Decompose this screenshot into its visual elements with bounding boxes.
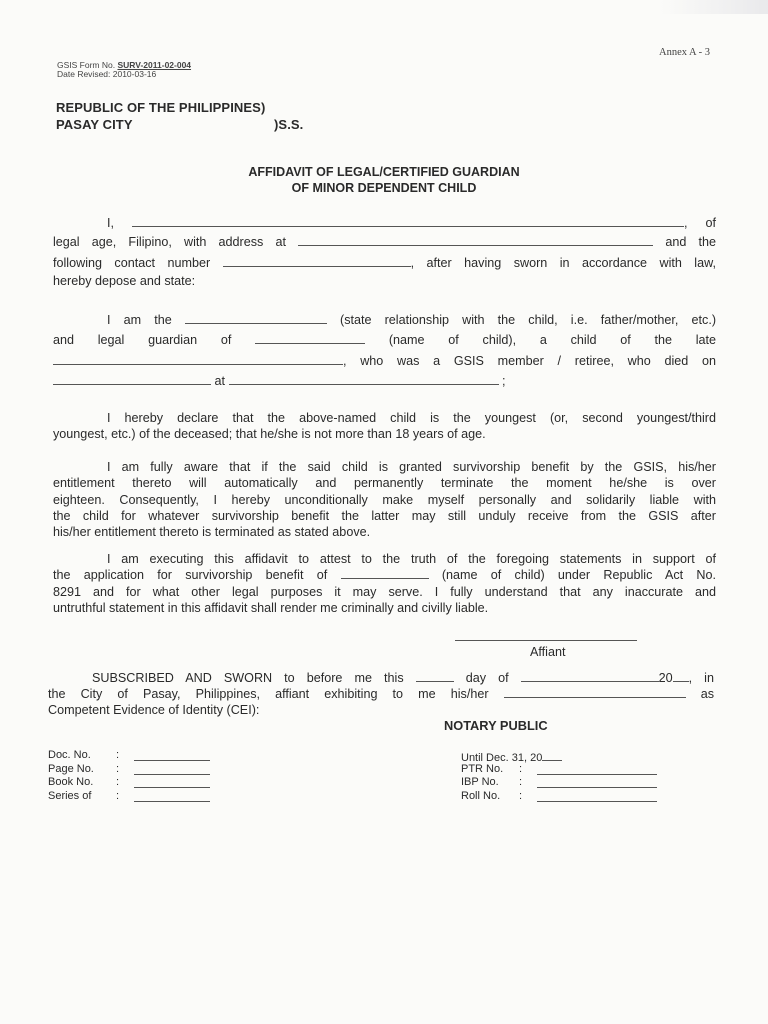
jurat-line1: SUBSCRIBED AND SWORN to before me this day of 20 , in <box>92 671 714 685</box>
p1-line3: , who was a GSIS member / retiree, who died on <box>53 353 716 369</box>
p4-line4: untruthful statement in this affidavit shall render me criminally and civilly liable. <box>53 601 489 615</box>
p4-line1: I am executing this affidavit to attest to the truth of the foregoing statements in support of <box>107 552 716 566</box>
relationship-field[interactable] <box>185 312 327 324</box>
until-row: Until Dec. 31, 20 <box>461 749 562 763</box>
doc-no-field[interactable] <box>134 749 210 761</box>
document-title-line2: OF MINOR DEPENDENT CHILD <box>291 181 477 195</box>
notary-register-fields <box>48 749 120 803</box>
page-no-field[interactable] <box>134 763 210 775</box>
ptr-no-field[interactable] <box>537 763 657 775</box>
p3-line5: his/her entitlement thereto is terminated as stated above. <box>53 525 371 539</box>
p3-line1: I am fully aware that if the said child is granted survivorship benefit by the GSIS, his/her <box>107 460 716 474</box>
p1-line1: I am the (state relationship with the child, i.e. father/mother, etc.) <box>107 313 717 327</box>
p3-line4: the child for whatever survivorship benefit the latter may still unduly receive from the GSIS after <box>53 509 716 523</box>
cei-field[interactable] <box>504 686 686 698</box>
p2-line1: I hereby declare that the above-named child is the youngest (or, second youngest/third <box>107 411 716 425</box>
p3-line3: eighteen. Consequently, I hereby unconditionally make myself personally and solidarily liable with <box>53 493 716 507</box>
affiant-label: Affiant <box>530 645 566 659</box>
venue-ss: )S.S. <box>274 117 304 132</box>
jurat-line3: Competent Evidence of Identity (CEI): <box>48 703 260 717</box>
until-year-field[interactable] <box>542 749 562 761</box>
intro-line2: legal age, Filipino, with address at and the <box>53 235 716 249</box>
ibp-no-row: IBP No. : <box>461 776 562 790</box>
scan-shading <box>660 0 768 14</box>
series-of-field[interactable] <box>134 790 210 802</box>
death-place-field[interactable] <box>229 373 499 385</box>
address-field[interactable] <box>298 234 653 246</box>
jurat-month-field[interactable] <box>521 670 659 682</box>
jurat-line2: the City of Pasay, Philippines, affiant exhibiting to me his/her as <box>48 687 715 701</box>
series-of-row: Series of : <box>48 790 94 804</box>
venue-city: PASAY CITY <box>56 117 133 132</box>
death-date-field[interactable] <box>53 373 211 385</box>
venue-republic: REPUBLIC OF THE PHILIPPINES) <box>56 100 266 115</box>
affiant-signature-line[interactable] <box>455 640 637 641</box>
p1-line4: at ; <box>53 373 506 389</box>
jurat-day-field[interactable] <box>416 670 454 682</box>
intro-line3: following contact number , after having sworn in accordance with law, <box>53 256 717 270</box>
affiant-name-field[interactable] <box>132 215 684 227</box>
form-number-value: SURV-2011-02-004 <box>117 60 192 70</box>
jurat-year-field[interactable] <box>673 670 689 682</box>
notary-public-label: NOTARY PUBLIC <box>444 718 548 733</box>
notary-credential-fields <box>461 749 562 803</box>
doc-no-row: Doc. No. : <box>48 749 94 763</box>
p2-line2: youngest, etc.) of the deceased; that he/she is not more than 18 years of age. <box>53 427 486 441</box>
roll-no-row: Roll No. : <box>461 790 562 804</box>
book-no-row: Book No. : <box>48 776 94 790</box>
p3-line2: entitlement thereto will automatically and permanently terminate the moment he/she is over <box>53 476 716 490</box>
book-no-field[interactable] <box>134 776 210 788</box>
contact-number-field[interactable] <box>223 255 411 267</box>
intro-line4: hereby depose and state: <box>53 274 196 288</box>
ptr-no-row: PTR No. : <box>461 763 562 777</box>
child-name-field[interactable] <box>255 332 365 344</box>
child-name-field-2[interactable] <box>341 567 429 579</box>
document-title-line1: AFFIDAVIT OF LEGAL/CERTIFIED GUARDIAN <box>248 165 520 179</box>
roll-no-field[interactable] <box>537 790 657 802</box>
annex-label: Annex A - 3 <box>659 47 711 58</box>
page-no-row: Page No. : <box>48 763 94 777</box>
p4-line3: 8291 and for what other legal purposes it may serve. I fully understand that any inaccurate and <box>53 585 716 599</box>
date-revised: Date Revised: 2010-03-16 <box>57 69 157 79</box>
form-number-label: GSIS Form No. <box>57 60 116 70</box>
ibp-no-field[interactable] <box>537 776 657 788</box>
p4-line2: the application for survivorship benefit of (name of child) under Republic Act No. <box>53 568 717 582</box>
p1-line2: and legal guardian of (name of child), a child of the late <box>53 333 717 347</box>
intro-line1: I, , of <box>107 216 716 230</box>
deceased-name-field[interactable] <box>53 353 343 365</box>
